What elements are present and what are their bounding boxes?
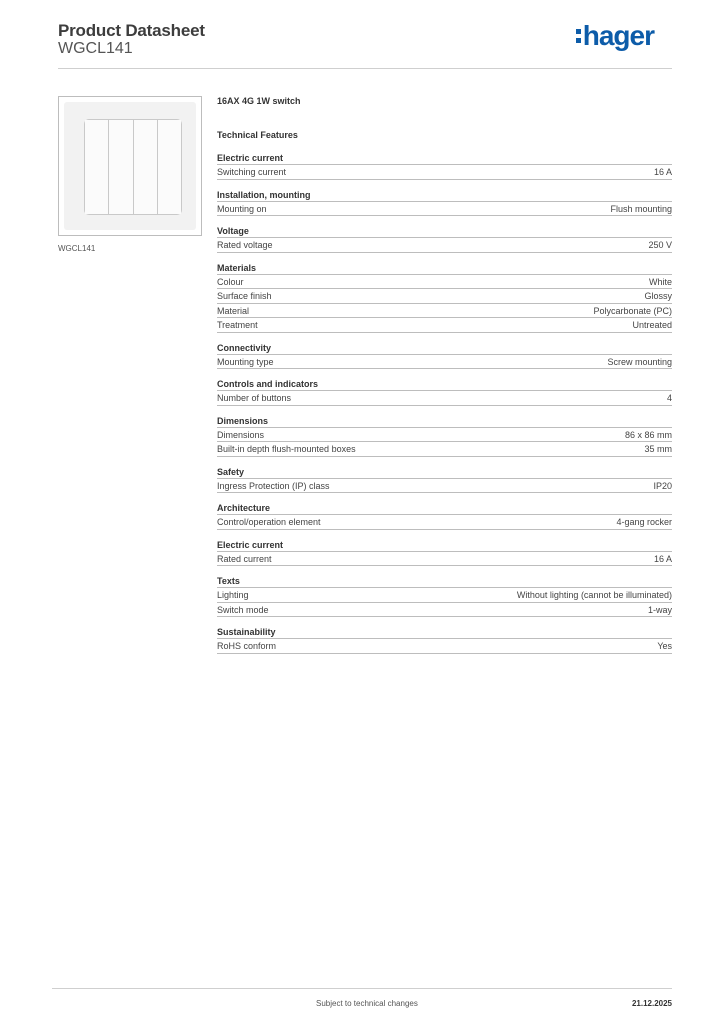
section-title: Texts bbox=[217, 575, 672, 588]
spec-row bbox=[217, 391, 672, 406]
spec-value: 1-way bbox=[647, 604, 672, 615]
rocker-button bbox=[158, 120, 181, 214]
switch-plate bbox=[64, 102, 196, 230]
spec-section bbox=[217, 466, 672, 494]
rocker-button bbox=[134, 120, 158, 214]
spec-section bbox=[217, 539, 672, 567]
spec-label: Ingress Protection (IP) class bbox=[217, 480, 330, 491]
spec-label: Surface finish bbox=[217, 291, 272, 301]
spec-section bbox=[217, 415, 672, 457]
spec-section bbox=[217, 189, 672, 217]
spec-label: Rated current bbox=[217, 553, 272, 564]
spec-row bbox=[217, 442, 672, 457]
spec-label: Dimensions bbox=[217, 429, 265, 440]
spec-label: Number of buttons bbox=[217, 393, 292, 403]
spec-value: Glossy bbox=[644, 291, 672, 301]
spec-label: Mounting type bbox=[217, 356, 274, 367]
spec-row bbox=[217, 289, 672, 304]
spec-value: 35 mm bbox=[644, 444, 672, 454]
spec-row bbox=[217, 318, 672, 333]
product-code: WGCL141 bbox=[58, 40, 133, 57]
spec-section bbox=[217, 626, 672, 654]
spec-value: Untreated bbox=[632, 320, 672, 330]
section-title: Controls and indicators bbox=[217, 378, 672, 391]
logo-text: hager bbox=[582, 20, 654, 51]
rocker-button bbox=[109, 120, 133, 214]
spec-label: Colour bbox=[217, 276, 244, 287]
section-title: Materials bbox=[217, 262, 672, 275]
spec-section bbox=[217, 575, 672, 617]
spec-value: 16 A bbox=[653, 167, 672, 177]
spec-value: 16 A bbox=[653, 553, 672, 564]
spec-section bbox=[217, 262, 672, 333]
spec-value: 4 bbox=[666, 393, 672, 403]
features-heading: Technical Features bbox=[217, 130, 298, 140]
product-image bbox=[58, 96, 202, 236]
spec-value: 250 V bbox=[648, 240, 672, 250]
section-title: Voltage bbox=[217, 225, 672, 238]
section-title: Sustainability bbox=[217, 626, 672, 639]
spec-row bbox=[217, 603, 672, 618]
product-name: 16AX 4G 1W switch bbox=[217, 96, 301, 106]
section-title: Electric current bbox=[217, 539, 672, 552]
rocker-button bbox=[85, 120, 109, 214]
rocker-switch-face bbox=[84, 119, 182, 215]
spec-value: Screw mounting bbox=[607, 356, 672, 367]
section-title: Installation, mounting bbox=[217, 189, 672, 202]
spec-value: 86 x 86 mm bbox=[624, 429, 672, 440]
spec-row bbox=[217, 304, 672, 319]
feature-sections bbox=[217, 152, 672, 654]
spec-row bbox=[217, 238, 672, 253]
spec-label: Switch mode bbox=[217, 604, 269, 615]
spec-value: Yes bbox=[657, 641, 672, 651]
spec-section bbox=[217, 378, 672, 406]
spec-row bbox=[217, 165, 672, 180]
footer-note: Subject to technical changes bbox=[316, 999, 418, 1008]
page-footer bbox=[52, 988, 672, 1016]
datasheet-content bbox=[217, 96, 672, 663]
page-header bbox=[58, 21, 672, 69]
logo-dots-icon bbox=[576, 21, 581, 47]
spec-section bbox=[217, 225, 672, 253]
spec-row bbox=[217, 428, 672, 443]
spec-row bbox=[217, 515, 672, 530]
hager-logo bbox=[576, 21, 654, 51]
section-title: Dimensions bbox=[217, 415, 672, 428]
spec-label: RoHS conform bbox=[217, 641, 277, 651]
spec-value: Flush mounting bbox=[610, 203, 672, 214]
spec-section bbox=[217, 502, 672, 530]
spec-value: White bbox=[648, 276, 672, 287]
spec-value: Polycarbonate (PC) bbox=[593, 305, 672, 316]
page-title: Product Datasheet bbox=[58, 21, 205, 40]
spec-label: Built-in depth flush-mounted boxes bbox=[217, 444, 356, 454]
image-caption: WGCL141 bbox=[58, 244, 96, 253]
spec-row bbox=[217, 552, 672, 567]
section-title: Architecture bbox=[217, 502, 672, 515]
spec-row bbox=[217, 275, 672, 290]
section-title: Safety bbox=[217, 466, 672, 479]
spec-value: IP20 bbox=[653, 480, 672, 491]
spec-label: Rated voltage bbox=[217, 240, 273, 250]
section-title: Connectivity bbox=[217, 342, 672, 355]
spec-section bbox=[217, 152, 672, 180]
spec-section bbox=[217, 342, 672, 370]
footer-date: 21.12.2025 bbox=[631, 999, 672, 1008]
spec-value: 4-gang rocker bbox=[616, 517, 672, 527]
spec-row bbox=[217, 479, 672, 494]
spec-label: Treatment bbox=[217, 320, 258, 330]
spec-row bbox=[217, 202, 672, 217]
spec-row bbox=[217, 588, 672, 603]
spec-label: Mounting on bbox=[217, 203, 267, 214]
spec-label: Material bbox=[217, 305, 250, 316]
spec-row bbox=[217, 355, 672, 370]
spec-label: Switching current bbox=[217, 167, 287, 177]
spec-label: Control/operation element bbox=[217, 517, 321, 527]
section-title: Electric current bbox=[217, 152, 672, 165]
spec-label: Lighting bbox=[217, 590, 249, 600]
spec-value: Without lighting (cannot be illuminated) bbox=[516, 590, 672, 600]
spec-row bbox=[217, 639, 672, 654]
